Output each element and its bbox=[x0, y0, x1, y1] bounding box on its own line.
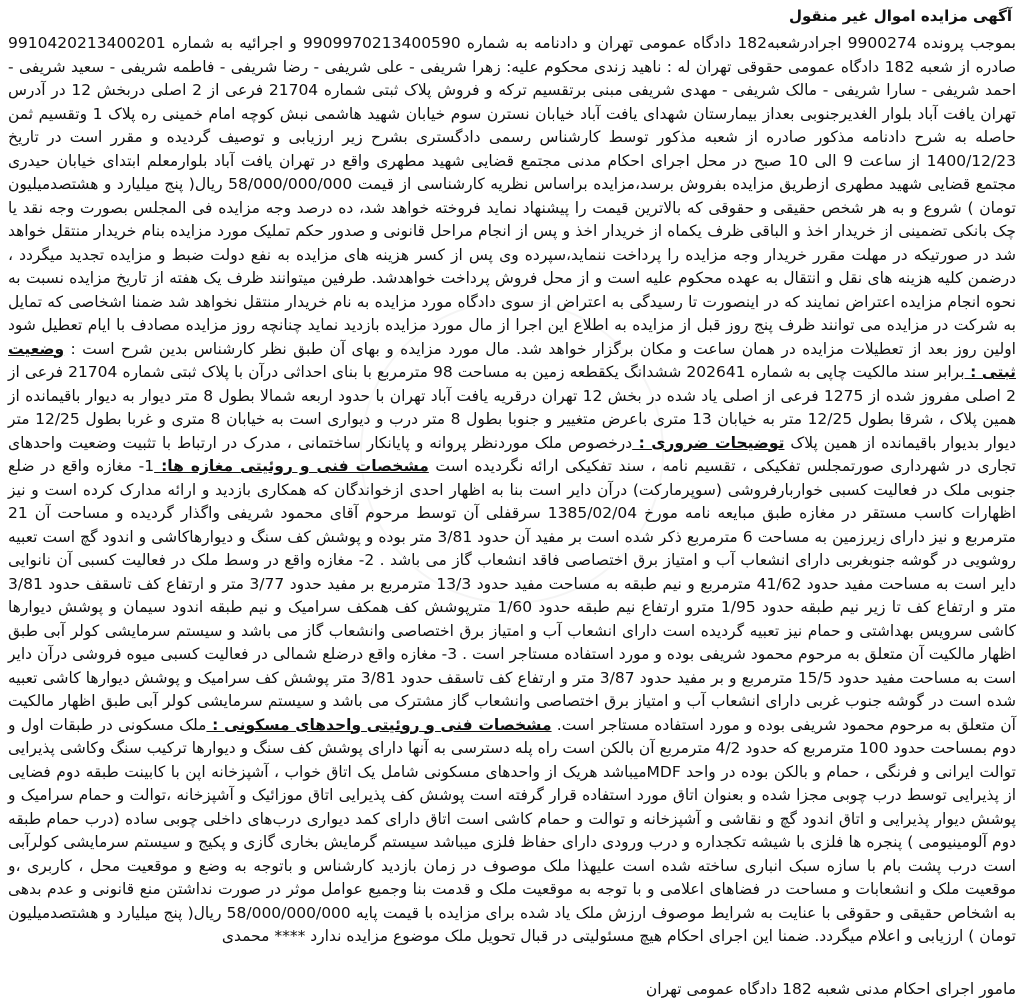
registry-status-text: برابر سند مالکیت چاپی به شماره 202641 ششدانگ یکقطعه زمین به مساحت 98 مترمربع با بنای احداثی درآن با پلاک ثبتی شماره 21704 فرعی از 2 اصلی مفروز شده از 1275 فرعی از اصلی یاد شده در بخش 12 تهران درقریه یافت آباد تهران با حدود اربعه شمالا بطول 8 متر دیوار به دیوار باقیمانده از همین پلاک ، شرقا بطول 12/25 متر به خیابان 13 متری باعرض متغییر و جنوبا بطول 8 متر درب و دیواری است به خیابان 8 متری و غربا بطول 12/25 متر دیوار بدیوار باقیمانده از همین پلاک bbox=[8, 363, 1017, 452]
residential-specs-text: ملک مسکونی در طبقات اول و دوم بمساحت حدود 100 مترمربع که حدود 4/2 مترمربع آن بالکن است راه پله دسترسی به آنها دارای پوشش کف سنگ و دیوارها ترکیب سنگ وکاشی پذیرایی توالت ایرانی و فرنگی ، حمام و بالکن بوده در واحد MDFمیباشد هریک از واحدهای مسکونی شامل یک اتاق خواب ، آشپزخانه اپن با کابینت طبقه دوم فضایی از پذیرایی توسط درب چوبی مجزا شده و بعنوان اتاق مورد استفاده قرار گرفته است پوشش کف پذیرایی اتاق موزائیک و آشپزخانه ،توالت و حمام سرامیک و پوشش دیوار پذیرایی و اتاق اندود گچ و نقاشی و آشپزخانه و توالت و حمام کاشی است اتاق دارای کمد دیواری درب‌های داخلی چوبی ساده (درب حمام طبقه دوم آلومینیومی ) پنجره ها فلزی با شیشه تکجداره و درب ورودی دارای حفاظ فلزی میباشد سیستم گرمایش بخاری گازی و پکیج و سیستم سرمایشی کولرآبی است درب پشت بام با سازه سبک انباری ساخته شده است علیهذا ملک موصوف در زمان بازدید کارشناس و باتوجه به وضع و موقعیت محل ، کاربری ،و موقعیت ملک و انشعابات و مساحت در فضاهای اعلامی و با توجه به موقعیت ملک و قدمت بنا وجمیع عوامل موثر در صورت نداشتن منع قانونی و عدم بدهی به اشخاص حقیقی و حقوقی با عنایت به شرایط موصوف ارزش ملک یاد شده برای مزایده با قیمت پایه 58/000/000/000 ریال( پنج میلیارد و هشتصدمیلیون تومان ) ارزیابی و اعلام میگردد. ضمنا این اجرای احکام هیچ مسئولیتی در قبال تحویل ملک موضوع مزایده ندارد **** محمدی bbox=[8, 715, 1017, 945]
signature-footer: مامور اجرای احکام مدنی شعبه 182 دادگاه عمومی تهران bbox=[645, 980, 1016, 998]
shops-specs-text: 1- مغازه واقع در ضلع جنوبی ملک در فعالیت کسبی خواربارفروشی (سوپرمارکت) درآن دایر است بنا به اظهار احدی ازخواندگان که همکاری بازدید و ارائه مدارک کرده است و نیز اظهارات کاسب مستقر در مغازه طبق مبایعه نامه مورخ 1385/02/04 سرقفلی آن توسط مرحوم آقای محمود شریفی واگذار گردیده و مساحت آن 21 مترمربع و نیز دارای زیرزمین به مساحت 6 مترمربع ذکر شده است بر مفید آن حدود 3/81 متر بوده و پوشش کف سنگ و دیوارهاکاشی و اندود گچ است تعبیه روشویی در گوشه جنوبغربی دارای انشعاب آب و امتیاز برق اختصاصی فاقد انشعاب گاز می باشد . 2- مغازه واقع در وسط ملک در فعالیت کسبی آن نانوایی دایر است به مساحت مفید حدود 41/62 مترمربع و نیم طبقه به مساحت مفید حدود 13/3 مترمربع بر مفید حدود 3/77 متر و ارتفاع کف تاسقف حدود 3/81 متر و ارتفاع کف تا زیر نیم طبقه حدود 1/95 مترو ارتفاع نیم طبقه حدود 1/60 مترپوشش کف همکف سرامیک و نیم طبقه اندود سیمان و پوشش دیوارها کاشی سرویس بهداشتی و حمام نیز تعبیه گردیده است دارای انشعاب آب و امتیاز برق اختصاصی وانشعاب گاز می باشد و سیستم سرمایشی کولر آبی طبق اظهار مالکیت آن متعلق به مرحوم محمود شریفی بوده و مورد استفاده مستاجر است . 3- مغازه واقع درضلع شمالی در فعالیت کسبی میوه فروشی درآن دایر است به مساحت مفید حدود 15/5 مترمربع و بر مفید حدود 3/87 متر و ارتفاع کف تاسقف حدود 3/81 متر پوشش کف سرامیک و پوشش دیوارها کاشی تعبیه شده است در گوشه جنوب غربی دارای انشعاب آب و امتیاز برق اختصاصی وانشعاب گاز مشترک می باشد و سیستم سرمایشی کولر آبی طبق اظهار مالکیت آن متعلق به مرحوم محمود شریفی بوده و مورد استفاده مستاجر است. bbox=[8, 457, 1017, 734]
notice-body bbox=[8, 32, 1016, 949]
notice-title: آگهی مزایده اموال غیر منقول bbox=[788, 7, 1012, 25]
essential-notes-text: درخصوص ملک موردنظر پروانه و پایانکار ساختمانی ، مدرک در ارتباط با تثبیت وضعیت واحدهای تجاری در شهرداری صورتمجلس تفکیکی ، تقسیم نامه ، سند تفکیکی ارائه نگردیده است bbox=[8, 433, 1016, 475]
residential-specs-heading: مشخصات فنی و روئیتی واحدهای مسکونی : bbox=[206, 715, 552, 734]
shops-specs-heading: مشخصات فنی و روئیتی مغازه ها: bbox=[154, 457, 429, 475]
registry-status-heading: وضعیت ثبتی : bbox=[8, 339, 1016, 381]
notice-paragraph bbox=[8, 32, 1016, 949]
essential-notes-heading: توضیحات ضروری : bbox=[632, 433, 785, 452]
intro-text: بموجب پرونده 9900274 اجرادرشعبه182 دادگاه عمومی تهران و دادنامه به شماره 9909970213400590 و اجرائیه به شماره 9910420213400201 صادره از شعبه 182 دادگاه عمومی حقوقی تهران له : ناهید زندی محکوم علیه: زهرا شریفی - علی شریفی - رضا شریفی - فاطمه شریفی - سعید شریفی - احمد شریفی - سارا شریفی - مالک شریفی - مهدی شریفی مبنی برتقسیم ترکه و فروش پلاک ثبتی شماره 21704 فرعی از 2 اصلی دربخش 12 در آدرس تهران یافت آباد بلوار الغدیرجنوبی بعداز بیمارستان شهدای یافت آباد خیابان نسترن سوم خیابان شهید هاشمی نبش کوچه امام خمینی ره پلاک 1 وتقسیم ثمن حاصله به شرح دادنامه مذکور صادره از شعبه مذکور توسط کارشناس رسمی دادگستری بشرح زیر ارزیابی و توصیف گردیده و مقرر است در تاریخ 1400/12/23 از ساعت 9 الی 10 صبح در محل اجرای احکام مدنی مجتمع قضایی شهید مطهری واقع در تهران یافت آباد بلوارمعلم ابتدای خیابان حیدری مجتمع قضایی شهید مطهری ازطریق مزایده بفروش برسد،مزایده براساس نظریه کارشناسی از قیمت 58/000/000/000 ریال( پنج میلیارد و هشتصدمیلیون تومان ) شروع و به هر شخص حقیقی و حقوقی که بالاترین قیمت را پیشنهاد نماید فروخته خواهد شد، ده درصد وجه مزایده فی المجلس بصورت وجه نقد یا چک بانکی تضمینی از خریدار اخذ و الباقی ظرف یکماه از خریدار اخذ و پس از انجام مراحل قانونی و صدور حکم تملیک مورد مزایده بنام خریدار منتقل خواهد شد در صورتیکه در مهلت مقرر خریدار وجه مزایده را پرداخت ننماید،سپرده وی پس از کسر هزینه های مزایده به نفع دولت ضبط و مزایده تجدید میگردد ، درضمن کلیه هزینه های نقل و انتقال به عهده محکوم علیه است و از محل فروش پرداخت خواهدشد. طرفین میتوانند ظرف یک هفته از تاریخ مزایده نسبت به نحوه انجام مزایده اعتراض نمایند که در اینصورت تا رسیدگی به اعتراض از سوی دادگاه مورد مزایده به نام خریدار منتقل نخواهد شد ضمنا اشخاصی که تمایل به شرکت در مزایده می توانند ظرف پنج روز قبل از مزایده به اطلاع این اجرا از مال مورد مزایده بازدید نماید چنانچه روز مزایده مصادف با ایام تعطیل شود اولین روز بعد از تعطیلات مزایده در همان ساعت و مکان برگزار خواهد شد. مال مورد مزایده و بهای آن طبق نظر کارشناس بدین شرح است : bbox=[8, 34, 1017, 358]
